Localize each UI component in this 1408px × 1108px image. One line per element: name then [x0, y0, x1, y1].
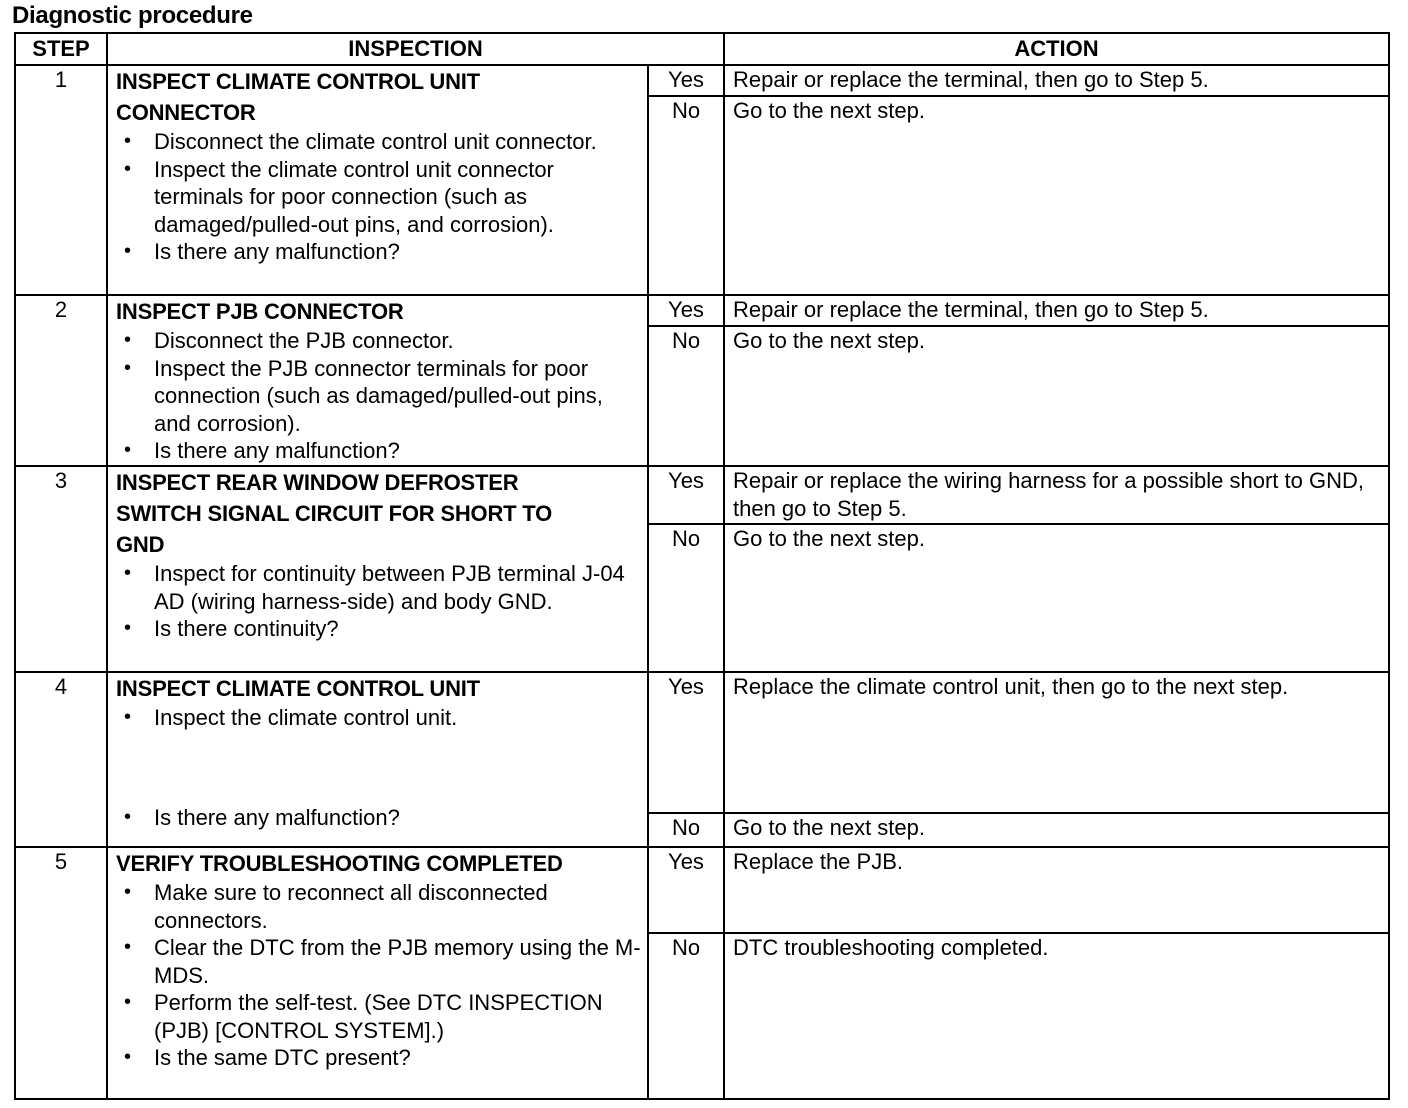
inspection-bullets: [116, 560, 641, 643]
step-number: 5: [15, 847, 107, 1099]
yes-action: Repair or replace the terminal, then go to Step 5.: [724, 295, 1389, 326]
step-title-line: INSPECT CLIMATE CONTROL UNIT: [116, 676, 480, 701]
no-label: No: [648, 326, 724, 466]
no-action: Go to the next step.: [724, 96, 1389, 295]
inspection-bullets: [116, 804, 641, 832]
bullet-item: • Disconnect the PJB connector.: [116, 327, 641, 355]
step-title-line: INSPECT REAR WINDOW DEFROSTER: [116, 470, 519, 495]
bullet-item: • Is there any malfunction?: [116, 437, 641, 465]
step-column-header: STEP: [15, 33, 107, 65]
bullet-item: • Perform the self-test. (See DTC INSPECTION (PJB) [CONTROL SYSTEM].): [116, 989, 641, 1044]
step-title-line: INSPECT CLIMATE CONTROL UNIT: [116, 69, 480, 94]
yes-label: Yes: [648, 295, 724, 326]
no-label: No: [648, 524, 724, 672]
step-title: [116, 848, 641, 879]
step-4-inspection: [107, 672, 648, 847]
step-title-line: VERIFY TROUBLESHOOTING COMPLETED: [116, 851, 563, 876]
step-number: 1: [15, 65, 107, 295]
step-4-yes-row: [15, 672, 1389, 813]
step-3-inspection: [107, 466, 648, 672]
bullet-item: • Disconnect the climate control unit connector.: [116, 128, 641, 156]
yes-label: Yes: [648, 466, 724, 524]
step-5-inspection: [107, 847, 648, 1099]
inspection-column-header: INSPECTION: [107, 33, 724, 65]
step-title: [116, 673, 641, 704]
step-1-inspection: [107, 65, 648, 295]
yes-label: Yes: [648, 672, 724, 813]
no-action: Go to the next step.: [724, 813, 1389, 847]
spacer: [116, 732, 641, 804]
action-column-header: ACTION: [724, 33, 1389, 65]
step-title: [116, 66, 641, 128]
diagnostic-procedure-table: [14, 32, 1390, 1100]
step-5-yes-row: [15, 847, 1389, 933]
step-title: [116, 296, 641, 327]
step-title-line: INSPECT PJB CONNECTOR: [116, 299, 404, 324]
step-1-yes-row: [15, 65, 1389, 96]
yes-action: Replace the climate control unit, then go to the next step.: [724, 672, 1389, 813]
step-title-line: CONNECTOR: [116, 100, 256, 125]
bullet-item: • Clear the DTC from the PJB memory using the M-MDS.: [116, 934, 641, 989]
no-label: No: [648, 933, 724, 1099]
inspection-bullets: [116, 128, 641, 266]
yes-label: Yes: [648, 65, 724, 96]
no-action: Go to the next step.: [724, 326, 1389, 466]
bullet-item: • Is there continuity?: [116, 615, 641, 643]
yes-action: Repair or replace the wiring harness for a possible short to GND, then go to Step 5.: [724, 466, 1389, 524]
step-number: 2: [15, 295, 107, 466]
page-title: Diagnostic procedure: [12, 2, 253, 29]
no-label: No: [648, 813, 724, 847]
bullet-item: • Inspect the climate control unit connector terminals for poor connection (such as damaged/pulled-out pins, and corrosion).: [116, 156, 641, 239]
bullet-item: • Inspect the PJB connector terminals for poor connection (such as damaged/pulled-out pins, and corrosion).: [116, 355, 641, 438]
no-label: No: [648, 96, 724, 295]
bullet-item: • Is the same DTC present?: [116, 1044, 641, 1072]
yes-action: Replace the PJB.: [724, 847, 1389, 933]
no-action: Go to the next step.: [724, 524, 1389, 672]
table-header-row: [15, 33, 1389, 65]
step-title: [116, 467, 641, 560]
step-number: 3: [15, 466, 107, 672]
step-number: 4: [15, 672, 107, 847]
step-title-line: GND: [116, 532, 165, 557]
step-title-line: SWITCH SIGNAL CIRCUIT FOR SHORT TO: [116, 501, 553, 526]
inspection-bullets: [116, 327, 641, 465]
bullet-item: • Is there any malfunction?: [116, 238, 641, 266]
step-2-yes-row: [15, 295, 1389, 326]
step-2-inspection: [107, 295, 648, 466]
yes-action: Repair or replace the terminal, then go to Step 5.: [724, 65, 1389, 96]
bullet-item: • Inspect the climate control unit.: [116, 704, 641, 732]
inspection-bullets: [116, 879, 641, 1072]
inspection-bullets: [116, 704, 641, 732]
bullet-item: • Is there any malfunction?: [116, 804, 641, 832]
step-3-yes-row: [15, 466, 1389, 524]
bullet-item: • Make sure to reconnect all disconnected connectors.: [116, 879, 641, 934]
bullet-item: • Inspect for continuity between PJB terminal J-04 AD (wiring harness-side) and body GND.: [116, 560, 641, 615]
yes-label: Yes: [648, 847, 724, 933]
no-action: DTC troubleshooting completed.: [724, 933, 1389, 1099]
